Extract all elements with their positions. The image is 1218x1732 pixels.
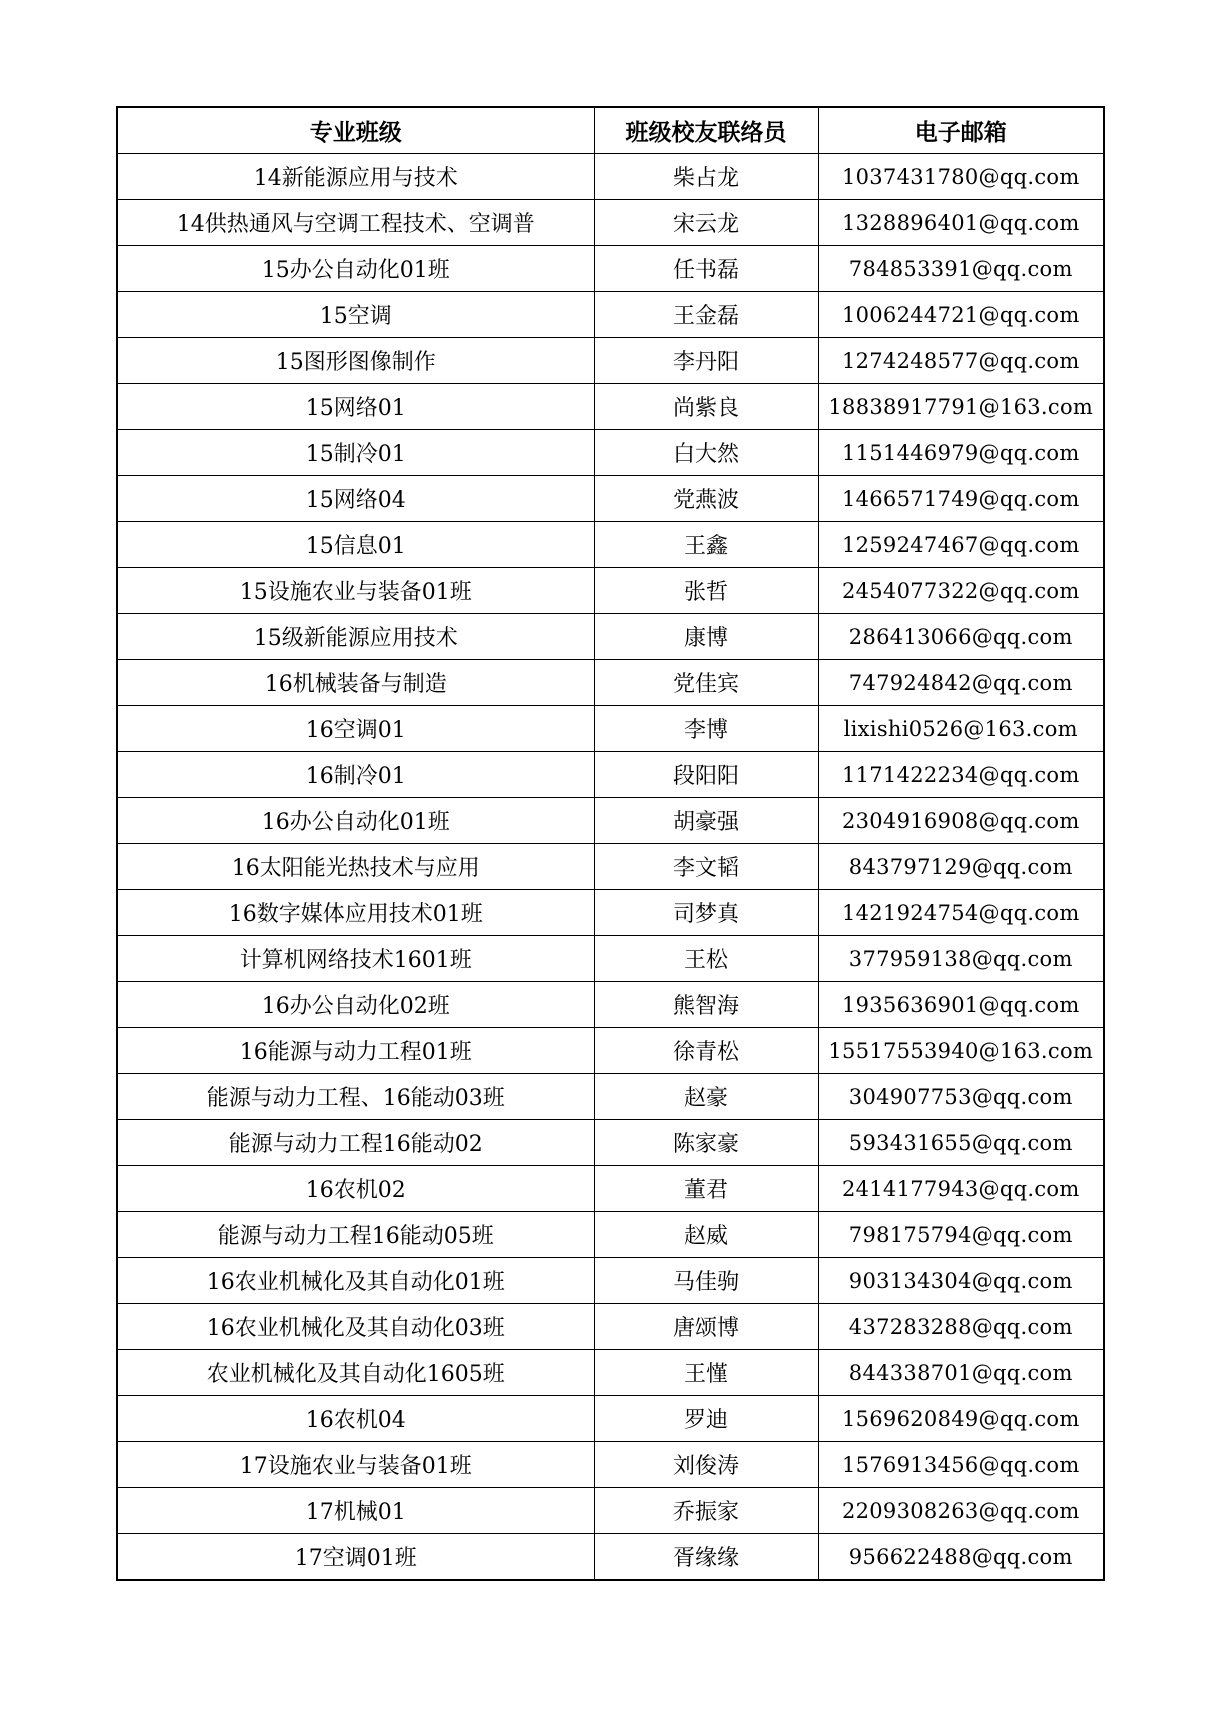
class-cell: 15网络01	[117, 384, 594, 430]
email-cell: 1466571749@qq.com	[818, 476, 1104, 522]
liaison-cell: 徐青松	[594, 1028, 818, 1074]
table-row	[117, 338, 1104, 384]
table-row	[117, 752, 1104, 798]
table-row	[117, 890, 1104, 936]
email-cell: 1171422234@qq.com	[818, 752, 1104, 798]
header-liaison: 班级校友联络员	[594, 107, 818, 154]
class-cell: 16太阳能光热技术与应用	[117, 844, 594, 890]
class-cell: 15制冷01	[117, 430, 594, 476]
table-row	[117, 982, 1104, 1028]
class-cell: 17设施农业与装备01班	[117, 1442, 594, 1488]
liaison-cell: 赵豪	[594, 1074, 818, 1120]
liaison-cell: 柴占龙	[594, 154, 818, 200]
liaison-cell: 王慬	[594, 1350, 818, 1396]
liaison-cell: 张哲	[594, 568, 818, 614]
table-row	[117, 384, 1104, 430]
liaison-cell: 任书磊	[594, 246, 818, 292]
class-cell: 17空调01班	[117, 1534, 594, 1581]
liaison-cell: 马佳驹	[594, 1258, 818, 1304]
table-row	[117, 522, 1104, 568]
class-cell: 能源与动力工程16能动02	[117, 1120, 594, 1166]
email-cell: 1006244721@qq.com	[818, 292, 1104, 338]
liaison-cell: 胥缘缘	[594, 1534, 818, 1581]
email-cell: 843797129@qq.com	[818, 844, 1104, 890]
class-cell: 15图形图像制作	[117, 338, 594, 384]
email-cell: 2454077322@qq.com	[818, 568, 1104, 614]
email-cell: 1421924754@qq.com	[818, 890, 1104, 936]
liaison-cell: 熊智海	[594, 982, 818, 1028]
class-cell: 15空调	[117, 292, 594, 338]
email-cell: 593431655@qq.com	[818, 1120, 1104, 1166]
email-cell: 1328896401@qq.com	[818, 200, 1104, 246]
liaison-cell: 董君	[594, 1166, 818, 1212]
table-row	[117, 1488, 1104, 1534]
class-cell: 16办公自动化01班	[117, 798, 594, 844]
class-cell: 16农机02	[117, 1166, 594, 1212]
class-cell: 15网络04	[117, 476, 594, 522]
email-cell: 437283288@qq.com	[818, 1304, 1104, 1350]
class-cell: 农业机械化及其自动化1605班	[117, 1350, 594, 1396]
table-row	[117, 154, 1104, 200]
class-cell: 16农机04	[117, 1396, 594, 1442]
table-row	[117, 1028, 1104, 1074]
class-cell: 计算机网络技术1601班	[117, 936, 594, 982]
header-email: 电子邮箱	[818, 107, 1104, 154]
class-cell: 16空调01	[117, 706, 594, 752]
email-cell: 844338701@qq.com	[818, 1350, 1104, 1396]
class-cell: 15级新能源应用技术	[117, 614, 594, 660]
liaison-cell: 刘俊涛	[594, 1442, 818, 1488]
class-cell: 14新能源应用与技术	[117, 154, 594, 200]
class-cell: 16能源与动力工程01班	[117, 1028, 594, 1074]
table-row	[117, 936, 1104, 982]
liaison-cell: 赵威	[594, 1212, 818, 1258]
liaison-cell: 李博	[594, 706, 818, 752]
alumni-contact-table	[116, 106, 1105, 1581]
table-row	[117, 568, 1104, 614]
email-cell: 377959138@qq.com	[818, 936, 1104, 982]
liaison-cell: 王鑫	[594, 522, 818, 568]
table-row	[117, 292, 1104, 338]
class-cell: 15办公自动化01班	[117, 246, 594, 292]
table-row	[117, 844, 1104, 890]
class-cell: 能源与动力工程、16能动03班	[117, 1074, 594, 1120]
email-cell: 2304916908@qq.com	[818, 798, 1104, 844]
class-cell: 16农业机械化及其自动化03班	[117, 1304, 594, 1350]
liaison-cell: 王松	[594, 936, 818, 982]
email-cell: lixishi0526@163.com	[818, 706, 1104, 752]
email-cell: 1259247467@qq.com	[818, 522, 1104, 568]
table-row	[117, 476, 1104, 522]
table-row	[117, 200, 1104, 246]
table-row	[117, 1074, 1104, 1120]
liaison-cell: 陈家豪	[594, 1120, 818, 1166]
table-row	[117, 798, 1104, 844]
class-cell: 能源与动力工程16能动05班	[117, 1212, 594, 1258]
email-cell: 1569620849@qq.com	[818, 1396, 1104, 1442]
liaison-cell: 胡豪强	[594, 798, 818, 844]
table-row	[117, 1304, 1104, 1350]
email-cell: 15517553940@163.com	[818, 1028, 1104, 1074]
table-row	[117, 614, 1104, 660]
email-cell: 304907753@qq.com	[818, 1074, 1104, 1120]
email-cell: 784853391@qq.com	[818, 246, 1104, 292]
email-cell: 956622488@qq.com	[818, 1534, 1104, 1581]
table-row	[117, 1396, 1104, 1442]
email-cell: 1576913456@qq.com	[818, 1442, 1104, 1488]
table-row	[117, 1120, 1104, 1166]
class-cell: 16办公自动化02班	[117, 982, 594, 1028]
table-row	[117, 1258, 1104, 1304]
table-body	[117, 154, 1104, 1581]
liaison-cell: 白大然	[594, 430, 818, 476]
header-class: 专业班级	[117, 107, 594, 154]
header-row	[117, 107, 1104, 154]
liaison-cell: 乔振家	[594, 1488, 818, 1534]
table-header	[117, 107, 1104, 154]
email-cell: 1151446979@qq.com	[818, 430, 1104, 476]
class-cell: 16农业机械化及其自动化01班	[117, 1258, 594, 1304]
table-row	[117, 660, 1104, 706]
liaison-cell: 康博	[594, 614, 818, 660]
email-cell: 1274248577@qq.com	[818, 338, 1104, 384]
table-row	[117, 1534, 1104, 1581]
class-cell: 17机械01	[117, 1488, 594, 1534]
liaison-cell: 罗迪	[594, 1396, 818, 1442]
table-row	[117, 246, 1104, 292]
class-cell: 16制冷01	[117, 752, 594, 798]
email-cell: 1037431780@qq.com	[818, 154, 1104, 200]
liaison-cell: 司梦真	[594, 890, 818, 936]
table-row	[117, 430, 1104, 476]
liaison-cell: 党燕波	[594, 476, 818, 522]
table-row	[117, 1350, 1104, 1396]
liaison-cell: 尚紫良	[594, 384, 818, 430]
liaison-cell: 唐颂博	[594, 1304, 818, 1350]
table-row	[117, 1212, 1104, 1258]
email-cell: 2209308263@qq.com	[818, 1488, 1104, 1534]
table-row	[117, 1166, 1104, 1212]
email-cell: 286413066@qq.com	[818, 614, 1104, 660]
liaison-cell: 段阳阳	[594, 752, 818, 798]
liaison-cell: 宋云龙	[594, 200, 818, 246]
email-cell: 903134304@qq.com	[818, 1258, 1104, 1304]
liaison-cell: 李丹阳	[594, 338, 818, 384]
liaison-cell: 王金磊	[594, 292, 818, 338]
email-cell: 747924842@qq.com	[818, 660, 1104, 706]
class-cell: 15设施农业与装备01班	[117, 568, 594, 614]
email-cell: 18838917791@163.com	[818, 384, 1104, 430]
table-row	[117, 706, 1104, 752]
class-cell: 16数字媒体应用技术01班	[117, 890, 594, 936]
email-cell: 2414177943@qq.com	[818, 1166, 1104, 1212]
liaison-cell: 李文韬	[594, 844, 818, 890]
email-cell: 798175794@qq.com	[818, 1212, 1104, 1258]
class-cell: 16机械装备与制造	[117, 660, 594, 706]
email-cell: 1935636901@qq.com	[818, 982, 1104, 1028]
class-cell: 15信息01	[117, 522, 594, 568]
liaison-cell: 党佳宾	[594, 660, 818, 706]
table-row	[117, 1442, 1104, 1488]
class-cell: 14供热通风与空调工程技术、空调普	[117, 200, 594, 246]
